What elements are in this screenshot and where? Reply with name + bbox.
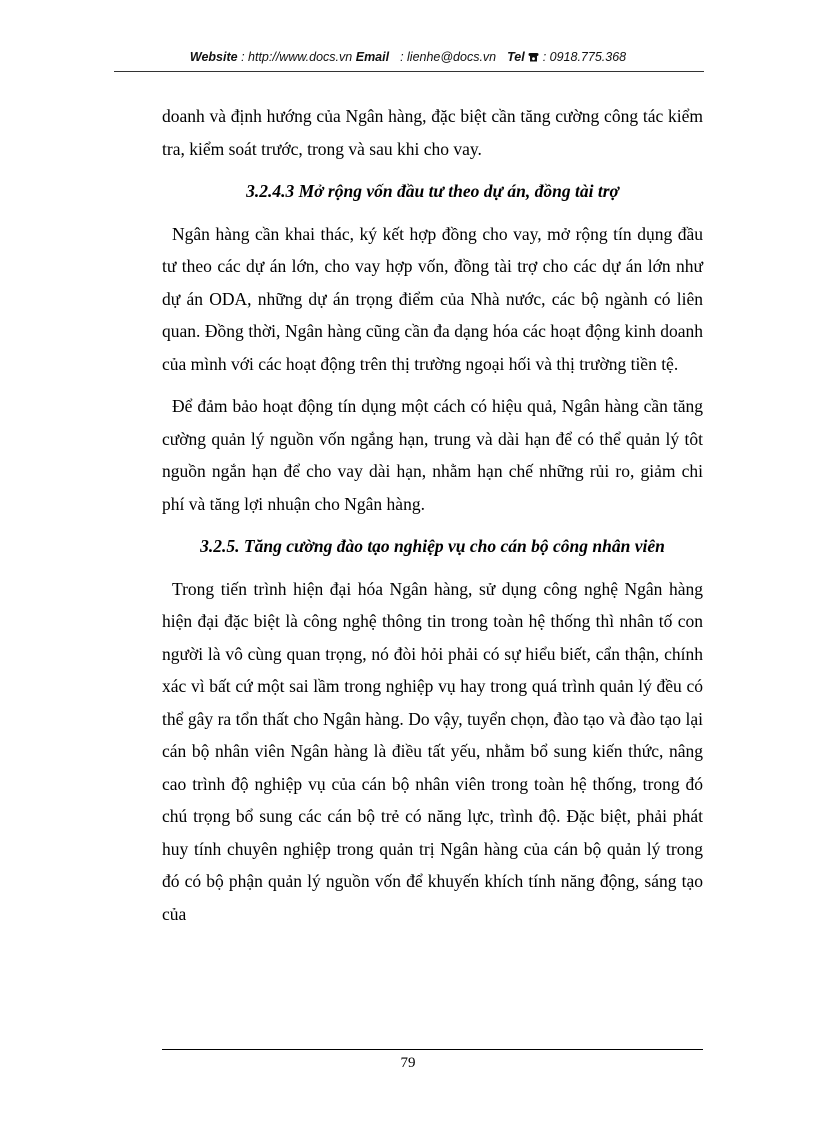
header-divider [114, 71, 704, 72]
page-header [0, 50, 816, 64]
section-heading-3-2-5: 3.2.5. Tăng cường đào tạo nghiệp vụ cho cán bộ công nhân viên [200, 536, 665, 556]
tel-value: : 0918.775.368 [542, 50, 627, 64]
section-heading-3-2-4-3: 3.2.4.3 Mở rộng vốn đầu tư theo dự án, đồng tài trợ [246, 181, 619, 201]
phone-icon [528, 50, 542, 64]
website-value[interactable]: : http://www.docs.vn [241, 50, 353, 64]
website-label: Website [189, 50, 238, 64]
paragraph-co-financing: Ngân hàng cần khai thác, ký kết hợp đồng cho vay, mở rộng tín dụng đầu tư theo các dự án lớn, cho vay hợp vốn, đồng tài trợ cho các dự án lớn như dự án ODA, những dự án trọng điểm của Nhà nước, các bộ ngành có liên quan. Đồng thời, Ngân hàng cũng cần đa dạng hóa các hoạt động kinh doanh của mình với các hoạt động trên thị trường ngoại hối và thị trường tiền tệ. [162, 223, 703, 374]
paragraph-staff-training: Trong tiến trình hiện đại hóa Ngân hàng, sử dụng công nghệ Ngân hàng hiện đại đặc biệt là công nghệ thông tin trong toàn hệ thống thì nhân tố con người là vô cùng quan trọng, nó đòi hỏi phải có sự hiểu biết, cẩn thận, chính xác vì bất cứ một sai lầm trong nghiệp vụ hay trong quá trình quản lý đều có thể gây ra tổn thất cho Ngân hàng. Do vậy, tuyển chọn, đào tạo và đào tạo lại cán bộ nhân viên Ngân hàng là điều tất yếu, nhằm bổ sung kiến thức, nâng cao trình độ nghiệp vụ của cán bộ nhân viên trong toàn hệ thống, trong đó chú trọng bổ sung các cán bộ trẻ có năng lực, trình độ. Đặc biệt, phải phát huy tính chuyên nghiệp trong quản trị Ngân hàng của cán bộ quản lý trong đó có bộ phận quản lý nguồn vốn để khuyến khích tính năng động, sáng tạo của [162, 578, 703, 924]
page-number: 79 [400, 1055, 416, 1071]
paragraph-continued: doanh và định hướng của Ngân hàng, đặc biệt cần tăng cường công tác kiểm tra, kiểm soát trước, trong và sau khi cho vay. [162, 106, 703, 159]
paragraph-capital-management: Để đảm bảo hoạt động tín dụng một cách có hiệu quả, Ngân hàng cần tăng cường quản lý nguồn vốn ngắng hạn, trung và dài hạn để có thể quản lý tôt nguồn ngắn hạn để cho vay dài hạn, nhằm hạn chế những rủi ro, giảm chi phí và tăng lợi nhuận cho Ngân hàng. [162, 396, 703, 514]
document-body [162, 100, 703, 930]
tel-label: Tel [507, 50, 525, 64]
footer-divider [162, 1049, 703, 1050]
email-value[interactable]: : lienhe@docs.vn [400, 50, 497, 64]
email-label: Email [355, 50, 390, 64]
